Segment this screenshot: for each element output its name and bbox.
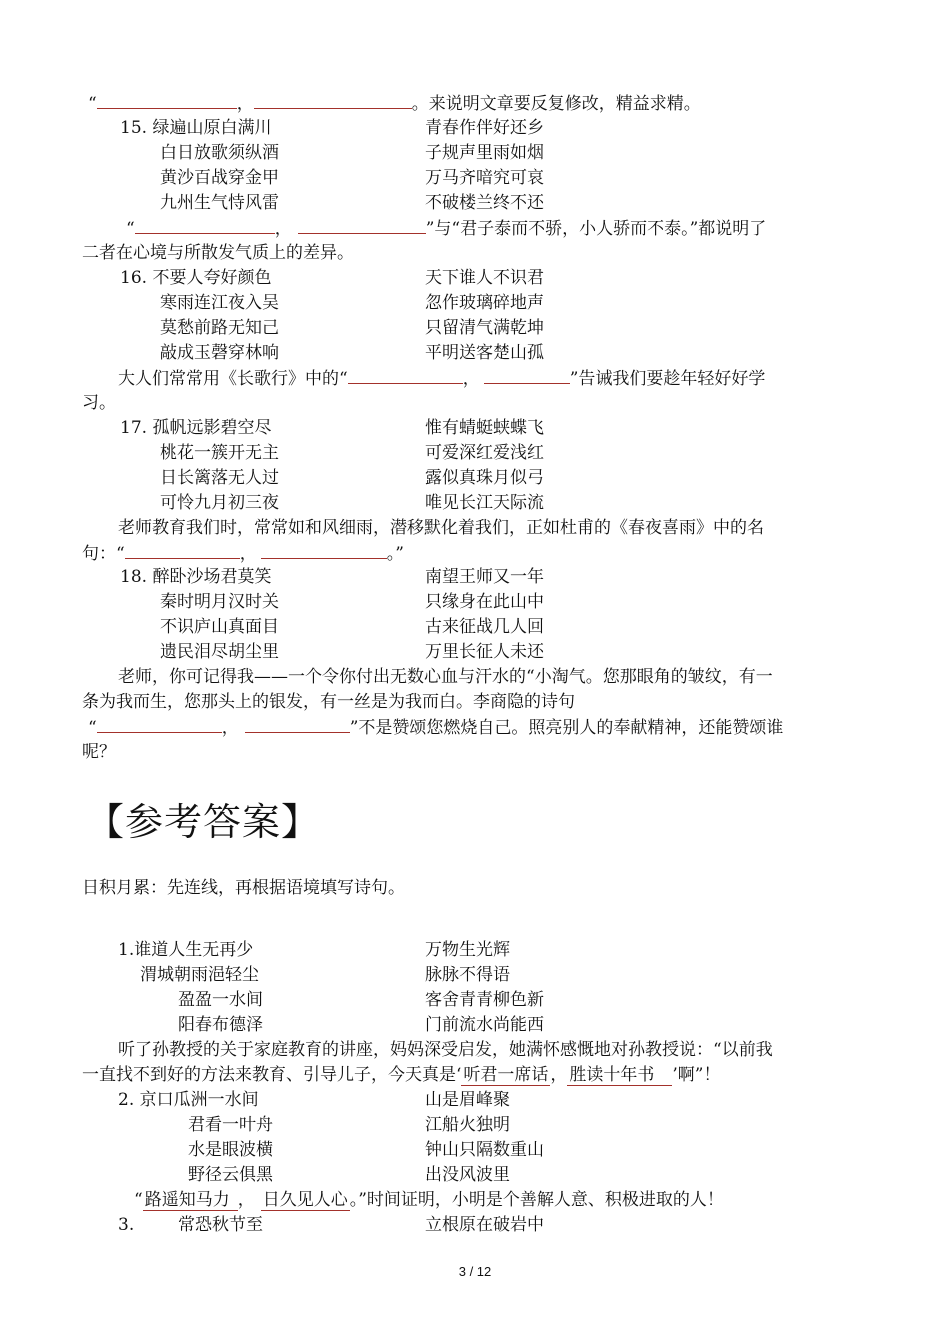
answer-blank[interactable] (97, 92, 237, 109)
q18-l2: 秦时明月汉时关 (160, 592, 279, 612)
q18-r1: 南望王师又一年 (425, 567, 544, 587)
answer-blank[interactable] (484, 367, 570, 384)
page-number: 3 / 12 (458, 1264, 492, 1279)
answer-blank[interactable] (135, 217, 275, 234)
a2-r4: 出没风波里 (425, 1165, 510, 1185)
q16-fill: 大人们常常用《长歌行》中的“ ， ”告诫我们要趁年轻好好学 (118, 369, 766, 389)
a1-para2: 一直找不到好的方法来教育、引导儿子，今天真是‘ 听君一席话 ， 胜读十年书 ’啊”！ (82, 1065, 721, 1085)
a2-r1: 山是眉峰聚 (425, 1090, 510, 1110)
a2-r3: 钟山只隔数重山 (425, 1140, 544, 1160)
a1-para1: 听了孙教授的关于家庭教育的讲座，妈妈深受启发，她满怀感慨地对孙教授说：“以前我 (118, 1040, 773, 1060)
q16-r2: 忽作玻璃碎地声 (425, 293, 544, 313)
q16-r4: 平明送客楚山孤 (425, 343, 544, 363)
a2-l3: 水是眼波横 (188, 1140, 273, 1160)
q15-r2: 子规声里雨如烟 (425, 143, 544, 163)
q18-r3: 古来征战几人回 (425, 617, 544, 637)
answer-text: 日久见人心 (262, 1190, 348, 1210)
a1-r3: 客舍青青柳色新 (425, 990, 544, 1010)
q18-label: 18. 醉卧沙场君莫笑 (120, 567, 272, 587)
answer-text: 听君一席话 (463, 1065, 549, 1085)
a2-l2: 君看一叶舟 (188, 1115, 273, 1135)
q18-para2: 条为我而生，您那头上的银发，有一丝是为我而白。李商隐的诗句 (82, 692, 575, 712)
q15-cont: 二者在心境与所散发气质上的差异。 (82, 243, 354, 263)
a2-l4: 野径云俱黑 (188, 1165, 273, 1185)
a3-label: 3. (118, 1215, 135, 1235)
q16-r3: 只留清气满乾坤 (425, 318, 544, 338)
answer-blank[interactable] (97, 716, 222, 733)
answers-intro: 日积月累：先连线，再根据语境填写诗句。 (82, 878, 405, 898)
q17-l2: 桃花一簇开无主 (160, 443, 279, 463)
a1-l4: 阳春布德泽 (178, 1015, 263, 1035)
a1-r1: 万物生光辉 (425, 940, 510, 960)
q15-r3: 万马齐喑究可哀 (425, 168, 544, 188)
q16-l2: 寒雨连江夜入吴 (160, 293, 279, 313)
q18-l4: 遗民泪尽胡尘里 (160, 642, 279, 662)
q17-l3: 日长篱落无人过 (160, 468, 279, 488)
a3-l1: 常恐秋节至 (178, 1215, 263, 1235)
answer-blank[interactable] (261, 542, 387, 559)
a1-r2: 脉脉不得语 (425, 965, 510, 985)
q18-fill: “ ， ”不是赞颂您燃烧自己。照亮别人的奉献精神，还能赞颂谁 (88, 718, 784, 738)
answer-blank[interactable] (245, 716, 350, 733)
q18-l3: 不识庐山真面目 (160, 617, 279, 637)
answers-heading: 【参考答案】 (86, 800, 321, 844)
q15-label: 15. 绿遍山原白满川 (120, 118, 272, 138)
q15-fill: “ ， ”与“君子泰而不骄，小人骄而不泰。”都说明了 (126, 219, 767, 239)
q16-l3: 莫愁前路无知己 (160, 318, 279, 338)
q17-para1: 老师教育我们时，常常如和风细雨，潜移默化着我们，正如杜甫的《春夜喜雨》中的名 (118, 518, 764, 538)
q17-r2: 可爱深红爱浅红 (425, 443, 544, 463)
a1-l2: 渭城朝雨浥轻尘 (140, 965, 259, 985)
answer-blank[interactable] (125, 542, 240, 559)
line-0: “ ， 。来说明文章要反复修改，精益求精。 (88, 94, 701, 114)
a1-label: 1.谁道人生无再少 (118, 940, 254, 960)
q18-r2: 只缘身在此山中 (425, 592, 544, 612)
q17-fill: 句：“ ， 。” (82, 544, 404, 564)
a2-fill: “ 路遥知马力 ， 日久见人心 。”时间证明，小明是个善解人意、积极进取的人！ (134, 1190, 724, 1210)
a3-r1: 立根原在破岩中 (425, 1215, 544, 1235)
q15-r4: 不破楼兰终不还 (425, 193, 544, 213)
answer-blank[interactable] (348, 367, 463, 384)
q15-r1: 青春作伴好还乡 (425, 118, 544, 138)
answer-text: 胜读十年书 (567, 1065, 672, 1086)
a2-r2: 江船火独明 (425, 1115, 510, 1135)
a1-r4: 门前流水尚能西 (425, 1015, 544, 1035)
q17-label: 17. 孤帆远影碧空尽 (120, 418, 272, 438)
q17-l4: 可怜九月初三夜 (160, 493, 279, 513)
a1-l3: 盈盈一水间 (178, 990, 263, 1010)
q16-r1: 天下谁人不识君 (425, 268, 544, 288)
q16-l4: 敲成玉磬穿林响 (160, 343, 279, 363)
q17-r4: 唯见长江天际流 (425, 493, 544, 513)
q15-l4: 九州生气恃风雷 (160, 193, 279, 213)
q16-cont: 习。 (82, 393, 116, 413)
q16-label: 16. 不要人夸好颜色 (120, 268, 272, 288)
q18-para1: 老师，你可记得我——一个令你付出无数心血与汗水的“小淘气。您那眼角的皱纹，有一 (118, 667, 773, 687)
a2-label: 2. 京口瓜洲一水间 (118, 1090, 259, 1110)
answer-blank[interactable] (298, 217, 426, 234)
q15-l2: 白日放歌须纵酒 (160, 143, 279, 163)
answer-blank[interactable] (254, 92, 412, 109)
q18-r4: 万里长征人未还 (425, 642, 544, 662)
q17-r3: 露似真珠月似弓 (425, 468, 544, 488)
q18-cont: 呢？ (82, 742, 116, 762)
answer-text: 路遥知马力 (143, 1190, 238, 1211)
q17-r1: 惟有蜻蜓蛱蝶飞 (425, 418, 544, 438)
q15-l3: 黄沙百战穿金甲 (160, 168, 279, 188)
